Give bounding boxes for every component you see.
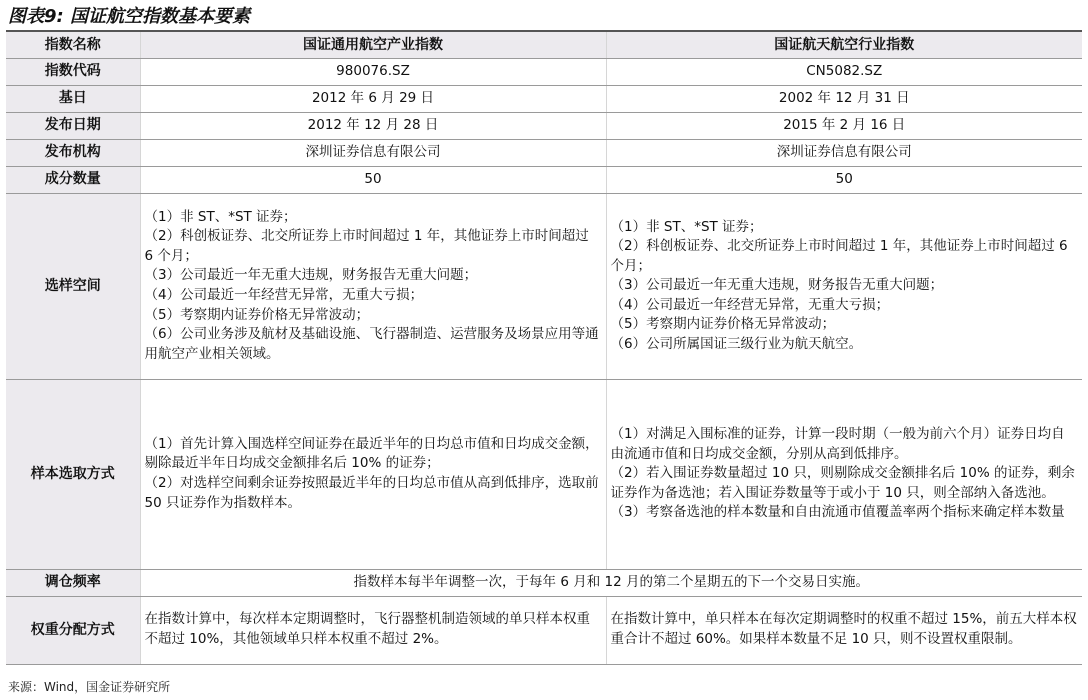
row-count-col2: 50 xyxy=(606,166,1082,193)
list-item: （4）公司最近一年经营无异常，无重大亏损； xyxy=(144,287,424,303)
row-release-date-label: 发布日期 xyxy=(6,112,140,139)
row-release-date-col2: 2015 年 2 月 16 日 xyxy=(606,112,1082,139)
row-base-date-col1: 2012 年 6 月 29 日 xyxy=(140,85,606,112)
header-col1: 国证通用航空产业指数 xyxy=(140,32,606,58)
list-item: （2）科创板证券、北交所证券上市时间超过 1 年，其他证券上市时间超过 6 个月； xyxy=(610,238,1068,274)
list-item: （6）公司业务涉及航材及基础设施、飞行器制造、运营服务及场景应用等通用航空产业相关领域。 xyxy=(144,326,599,362)
row-selection-space xyxy=(6,193,1082,379)
list-item: （2）科创板证券、北交所证券上市时间超过 1 年，其他证券上市时间超过 6 个月； xyxy=(144,228,589,264)
row-code xyxy=(6,58,1082,85)
list-item: （1）首先计算入围选样空间证券在最近半年的日均总市值和日均成交金额，剔除最近半年日均成交金额排名后 10% 的证券； xyxy=(144,435,599,472)
index-elements-table xyxy=(6,32,1082,665)
row-publisher xyxy=(6,139,1082,166)
list-item: （3）公司最近一年无重大违规，财务报告无重大问题； xyxy=(144,267,478,284)
row-base-date xyxy=(6,85,1082,112)
figure-title: 图表9: 国证航空指数基本要素 xyxy=(8,6,250,27)
list-item: （2）对选样空间剩余证券按照最近半年的日均总市值从高到低排序，选取前 50 只证券作为指数样本。 xyxy=(144,475,599,511)
list-item: （3）公司最近一年无重大违规，财务报告无重大问题； xyxy=(610,277,944,294)
row-sample-method-label: 样本选取方式 xyxy=(6,379,140,569)
list-item: （1）对满足入围标准的证券，计算一段时期（一般为前六个月）证券日均自由流通市值和日均成交金额，分别从高到低排序。 xyxy=(610,426,1065,462)
row-publisher-label: 发布机构 xyxy=(6,139,140,166)
list-item: （1）非 ST、*ST 证券； xyxy=(144,208,297,225)
row-weighting xyxy=(6,596,1082,664)
list-item: （4）公司最近一年经营无异常，无重大亏损； xyxy=(610,296,890,313)
row-sample-method-col1 xyxy=(140,379,606,569)
row-publisher-col2: 深圳证券信息有限公司 xyxy=(606,139,1082,166)
row-count-col1: 50 xyxy=(140,166,606,193)
row-sample-method xyxy=(6,379,1082,569)
list-item: （1）非 ST、*ST 证券； xyxy=(610,218,763,235)
row-release-date-col1: 2012 年 12 月 28 日 xyxy=(140,112,606,139)
row-base-date-label: 基日 xyxy=(6,85,140,112)
row-weighting-col1: 在指数计算中，每次样本定期调整时，飞行器整机制造领域的单只样本权重不超过 10%，其他领域单只样本权重不超过 2%。 xyxy=(140,596,606,664)
list-item: （5）考察期内证券价格无异常波动； xyxy=(144,306,370,323)
row-sample-method-col2 xyxy=(606,379,1082,569)
row-count xyxy=(6,166,1082,193)
row-selection-space-col2 xyxy=(606,193,1082,379)
row-weighting-label: 权重分配方式 xyxy=(6,596,140,664)
row-rebalance-text: 指数样本每半年调整一次，于每年 6 月和 12 月的第二个星期五的下一个交易日实施。 xyxy=(140,569,1082,596)
row-code-label: 指数代码 xyxy=(6,58,140,85)
row-code-col1: 980076.SZ xyxy=(140,58,606,85)
list-item: （6）公司所属国证三级行业为航天航空。 xyxy=(610,335,863,352)
row-weighting-col2: 在指数计算中，单只样本在每次定期调整时的权重不超过 15%，前五大样本权重合计不超过 60%。如果样本数量不足 10 只，则不设置权重限制。 xyxy=(606,596,1082,664)
row-count-label: 成分数量 xyxy=(6,166,140,193)
row-release-date xyxy=(6,112,1082,139)
list-item: （2）若入围证券数量超过 10 只，则剔除成交金额排名后 10% 的证券，剩余证券作为备选池；若入围证券数量等于或小于 10 只，则全部纳入备选池。 xyxy=(610,465,1075,501)
header-col2: 国证航天航空行业指数 xyxy=(606,32,1082,58)
header-label: 指数名称 xyxy=(6,32,140,58)
row-selection-space-col1 xyxy=(140,193,606,379)
header-row xyxy=(6,32,1082,58)
row-selection-space-label: 选样空间 xyxy=(6,193,140,379)
row-base-date-col2: 2002 年 12 月 31 日 xyxy=(606,85,1082,112)
row-rebalance-label: 调仓频率 xyxy=(6,569,140,596)
list-item: （3）考察备选池的样本数量和自由流通市值覆盖率两个指标来确定样本数量 xyxy=(610,504,1065,521)
row-publisher-col1: 深圳证券信息有限公司 xyxy=(140,139,606,166)
row-rebalance xyxy=(6,569,1082,596)
row-code-col2: CN5082.SZ xyxy=(606,58,1082,85)
list-item: （5）考察期内证券价格无异常波动； xyxy=(610,316,836,333)
source-note: 来源：Wind，国金证券研究所 xyxy=(8,680,171,694)
